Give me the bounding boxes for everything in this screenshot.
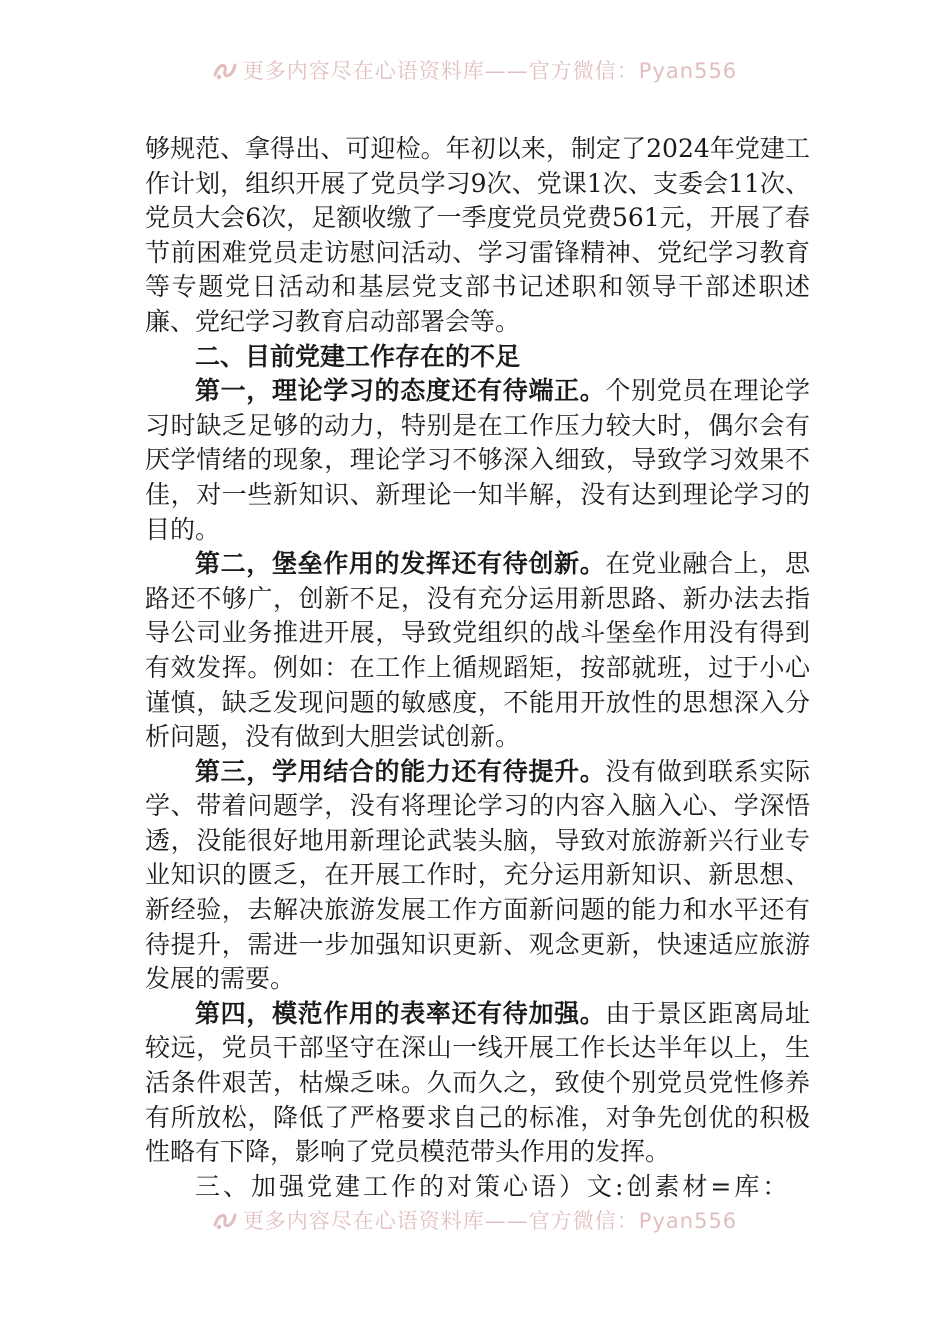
- document-body: [145, 132, 810, 1204]
- point-2-body: 在党业融合上，思路还不够广，创新不足，没有充分运用新思路、新办法去指导公司业务推进开展，导致党组织的战斗堡垒作用没有得到有效发挥。例如：在工作上循规蹈矩，按部就班，过于小心谨慎，缺乏发现问题的敏感度，不能用开放性的思想深入分析问题，没有做到大胆尝试创新。: [145, 549, 810, 752]
- watermark-text: 更多内容尽在心语资料库——官方微信：Pyan556: [242, 1209, 738, 1233]
- watermark-bottom: [0, 1205, 950, 1235]
- point-4-lead: 第四，模范作用的表率还有待加强。: [195, 998, 606, 1028]
- point-4-body: 由于景区距离局址较远，党员干部坚守在深山一线开展工作长达半年以上，生活条件艰苦，枯燥乏味。久而久之，致使个别党员党性修养有所放松，降低了严格要求自己的标准，对争先创优的积极性略有下降，影响了党员模范带头作用的发挥。: [145, 998, 810, 1167]
- point-3-lead: 第三，学用结合的能力还有待提升。: [195, 756, 606, 786]
- paragraph-intro: 够规范、拿得出、可迎检。年初以来，制定了2024年党建工作计划，组织开展了党员学习9次、党课1次、支委会11次、党员大会6次，足额收缴了一季度党员党费561元，开展了春节前困难党员走访慰问活动、学习雷锋精神、党纪学习教育等专题党日活动和基层党支部书记述职和领导干部述职述廉、党纪学习教育启动部署会等。: [145, 134, 810, 336]
- section-heading-3: 三、加强党建工作的对策心语）文:创素材=库：: [195, 1171, 791, 1201]
- paragraph-point-1: [145, 374, 810, 547]
- paragraph-point-3: [145, 755, 810, 997]
- paragraph-point-4: [145, 997, 810, 1170]
- watermark-top: [0, 55, 950, 85]
- point-1-body: 个别党员在理论学习时缺乏足够的动力，特别是在工作压力较大时，偶尔会有厌学情绪的现象，理论学习不够深入细致，导致学习效果不佳，对一些新知识、新理论一知半解，没有达到理论学习的目的。: [145, 376, 810, 544]
- point-3-body: 没有做到联系实际学、带着问题学，没有将理论学习的内容入脑入心、学深悟透，没能很好地用新理论武装头脑，导致对旅游新兴行业专业知识的匮乏，在开展工作时，充分运用新知识、新思想、新经验，去解决旅游发展工作方面新问题的能力和水平还有待提升，需进一步加强知识更新、观念更新，快速适应旅游发展的需要。: [145, 756, 810, 994]
- watermark-text: 更多内容尽在心语资料库——官方微信：Pyan556: [242, 59, 738, 83]
- point-1-lead: 第一，理论学习的态度还有待端正。: [195, 376, 606, 406]
- point-2-lead: 第二，堡垒作用的发挥还有待创新。: [195, 549, 606, 579]
- watermark-logo-icon: [213, 1211, 237, 1231]
- paragraph-point-2: [145, 547, 810, 755]
- section-heading-2: 二、目前党建工作存在的不足: [195, 341, 521, 371]
- watermark-logo-icon: [213, 61, 237, 81]
